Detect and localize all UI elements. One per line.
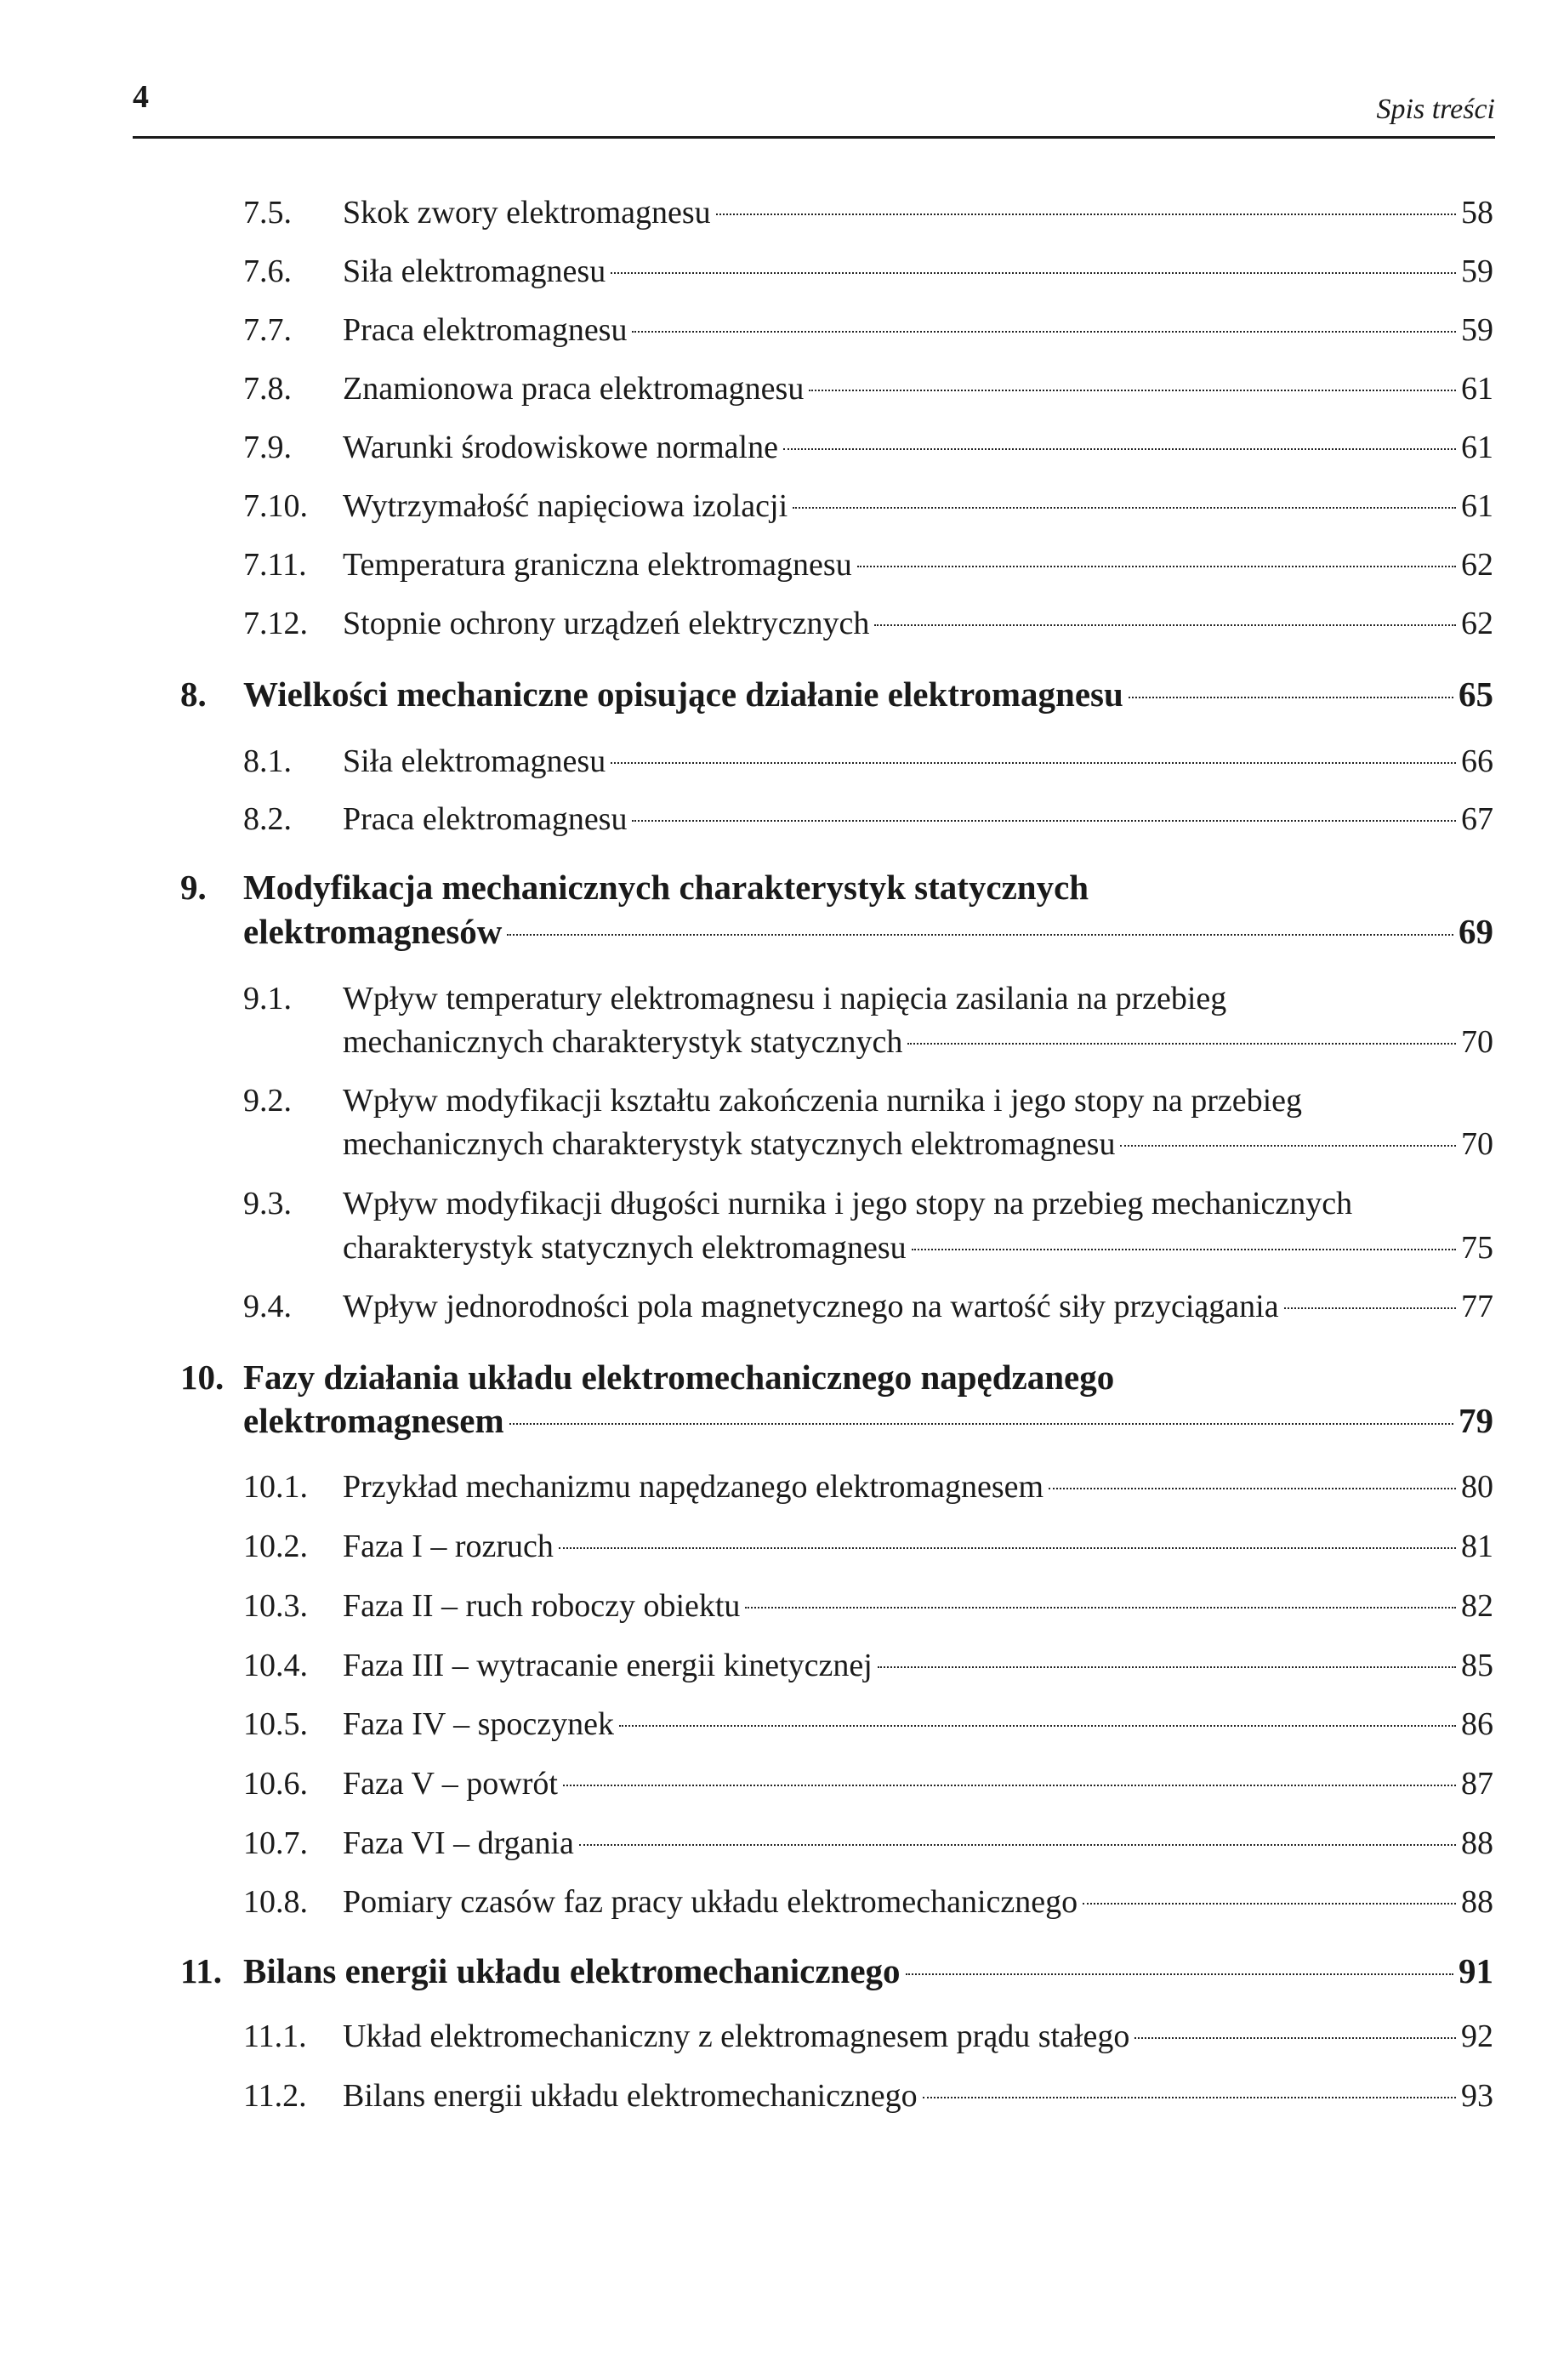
toc-entry [0,367,1541,411]
entry-page: 88 [1461,1884,1493,1920]
entry-title: Wpływ jednorodności pola magnetycznego na wartość siły przyciągania [343,1289,1279,1324]
entry-title: Faza II – ruch roboczy obiektu [343,1588,741,1624]
entry-title: Układ elektromechaniczny z elektromagnesem prądu stałego [343,2018,1130,2054]
toc-entry [0,249,1541,293]
entry-page: 88 [1461,1825,1493,1861]
toc-entry [0,1762,1541,1806]
entry-number: 7.6. [243,253,292,289]
toc-entry-continuation [0,1226,1541,1270]
entry-number: 10.1. [243,1469,308,1505]
dot-leader [857,566,1456,567]
entry-number: 7.11. [243,547,307,583]
toc-entry [0,1524,1541,1569]
entry-title: Faza I – rozruch [343,1529,554,1564]
toc-entry [0,739,1541,783]
entry-number: 10.8. [243,1884,308,1920]
dot-leader [1049,1488,1456,1489]
dot-leader [912,1249,1456,1250]
chapter-title: Wielkości mechaniczne opisujące działanie elektromagnesu [243,675,1123,714]
entry-title: Siła elektromagnesu [343,253,606,289]
dot-leader [1120,1145,1456,1147]
dot-leader [619,1725,1456,1727]
dot-leader [878,1666,1456,1668]
entry-number: 11.1. [243,2018,307,2054]
dot-leader [874,624,1456,626]
toc-entry [0,425,1541,470]
entry-page: 82 [1461,1588,1493,1624]
entry-title: Skok zwory elektromagnesu [343,195,711,231]
entry-number: 10.5. [243,1706,308,1742]
toc-chapter-continuation [0,909,1541,954]
entry-page: 70 [1461,1024,1493,1060]
entry-page: 59 [1461,253,1493,289]
dot-leader [907,1043,1456,1045]
toc-entry [0,1079,1541,1123]
dot-leader [716,214,1456,215]
dot-leader [611,272,1456,274]
toc-chapter [0,1355,1541,1399]
entry-page: 80 [1461,1469,1493,1505]
entry-page: 61 [1461,430,1493,465]
dot-leader [745,1607,1456,1608]
chapter-title-line-2: elektromagnesem [243,1401,504,1440]
entry-title-line-2: mechanicznych charakterystyk statycznych elektromagnesu [343,1126,1116,1162]
toc-entry [0,1284,1541,1329]
entry-page: 61 [1461,488,1493,524]
chapter-number: 9. [180,868,207,907]
toc-entry [0,484,1541,528]
entry-number: 10.4. [243,1648,308,1683]
dot-leader [1129,697,1453,698]
dot-leader [611,762,1456,764]
dot-leader [783,448,1456,450]
entry-number: 9.1. [243,981,292,1016]
entry-page: 93 [1461,2078,1493,2114]
entry-number: 7.8. [243,371,292,407]
dot-leader [632,820,1456,822]
entry-page: 92 [1461,2018,1493,2054]
dot-leader [579,1844,1456,1846]
toc-entry [0,1821,1541,1865]
toc-entry [0,1643,1541,1688]
entry-page: 59 [1461,312,1493,348]
chapter-page: 65 [1459,675,1493,714]
entry-number: 7.9. [243,430,292,465]
toc-entry [0,1880,1541,1924]
entry-title-line-2: mechanicznych charakterystyk statycznych [343,1024,903,1060]
entry-title-line-1: Wpływ modyfikacji kształtu zakończenia nurnika i jego stopy na przebieg [343,1083,1303,1119]
toc-entry [0,1702,1541,1746]
entry-number: 10.3. [243,1588,308,1624]
toc-entry [0,976,1541,1021]
toc-chapter [0,672,1541,716]
chapter-number: 8. [180,675,207,714]
entry-number: 7.5. [243,195,292,231]
entry-page: 87 [1461,1766,1493,1802]
entry-page: 66 [1461,743,1493,779]
entry-title-line-1: Wpływ temperatury elektromagnesu i napięcia zasilania na przebieg [343,981,1227,1016]
entry-title: Pomiary czasów faz pracy układu elektromechanicznego [343,1884,1078,1920]
toc-entry [0,543,1541,587]
entry-title: Faza VI – drgania [343,1825,574,1861]
page-number: 4 [133,79,149,115]
chapter-page: 79 [1459,1401,1493,1440]
entry-title: Faza V – powrót [343,1766,558,1802]
dot-leader [793,507,1456,509]
entry-page: 61 [1461,371,1493,407]
entry-page: 70 [1461,1126,1493,1162]
entry-title: Praca elektromagnesu [343,801,628,837]
entry-title: Temperatura graniczna elektromagnesu [343,547,852,583]
dot-leader [1083,1903,1456,1905]
entry-title: Stopnie ochrony urządzeń elektrycznych [343,606,870,641]
entry-page: 62 [1461,547,1493,583]
toc-entry [0,2014,1541,2058]
chapter-title: Bilans energii układu elektromechanicznego [243,1951,901,1990]
dot-leader [563,1785,1456,1786]
entry-title: Siła elektromagnesu [343,743,606,779]
entry-number: 10.2. [243,1529,308,1564]
entry-number: 9.3. [243,1186,292,1221]
toc-chapter-continuation [0,1398,1541,1443]
entry-title: Faza IV – spoczynek [343,1706,615,1742]
toc-entry [0,1584,1541,1628]
entry-number: 7.10. [243,488,308,524]
entry-title: Znamionowa praca elektromagnesu [343,371,805,407]
dot-leader [559,1547,1456,1549]
toc-entry-continuation [0,1122,1541,1166]
chapter-page: 91 [1459,1951,1493,1990]
dot-leader [1134,2037,1456,2039]
chapter-number: 10. [180,1358,225,1397]
toc-entry-continuation [0,1020,1541,1064]
toc-entry [0,1181,1541,1226]
entry-page: 67 [1461,801,1493,837]
toc-entry [0,308,1541,352]
entry-page: 75 [1461,1230,1493,1266]
chapter-number: 11. [180,1951,222,1990]
toc-chapter [0,865,1541,909]
entry-number: 10.7. [243,1825,308,1861]
entry-page: 58 [1461,195,1493,231]
chapter-page: 69 [1459,912,1493,951]
dot-leader [507,934,1453,936]
entry-title: Warunki środowiskowe normalne [343,430,778,465]
entry-number: 7.7. [243,312,292,348]
entry-title: Bilans energii układu elektromechanicznego [343,2078,918,2114]
entry-title: Praca elektromagnesu [343,312,628,348]
dot-leader [509,1423,1453,1425]
dot-leader [906,1973,1453,1975]
chapter-title-line-1: Fazy działania układu elektromechanicznego napędzanego [243,1358,1115,1397]
entry-number: 9.2. [243,1083,292,1119]
entry-title: Faza III – wytracanie energii kinetycznej [343,1648,873,1683]
entry-page: 77 [1461,1289,1493,1324]
entry-title-line-2: charakterystyk statycznych elektromagnesu [343,1230,907,1266]
dot-leader [923,2097,1456,2098]
entry-number: 11.2. [243,2078,307,2114]
entry-page: 62 [1461,606,1493,641]
entry-page: 81 [1461,1529,1493,1564]
chapter-title-line-2: elektromagnesów [243,912,503,951]
dot-leader [1284,1307,1456,1309]
toc-chapter [0,1949,1541,1993]
dot-leader [632,331,1456,333]
toc-entry [0,1465,1541,1509]
entry-number: 7.12. [243,606,308,641]
chapter-title-line-1: Modyfikacja mechanicznych charakterystyk statycznych [243,868,1089,907]
entry-title: Przykład mechanizmu napędzanego elektromagnesem [343,1469,1044,1505]
entry-page: 85 [1461,1648,1493,1683]
toc-entry [0,797,1541,841]
toc-entry [0,191,1541,235]
toc-entry [0,601,1541,646]
entry-number: 8.2. [243,801,292,837]
toc-entry [0,2074,1541,2118]
running-title: Spis treści [1376,94,1495,125]
entry-title: Wytrzymałość napięciowa izolacji [343,488,788,524]
entry-title-line-1: Wpływ modyfikacji długości nurnika i jego stopy na przebieg mechanicznych [343,1186,1353,1221]
entry-number: 10.6. [243,1766,308,1802]
dot-leader [809,390,1456,391]
entry-number: 9.4. [243,1289,292,1324]
entry-page: 86 [1461,1706,1493,1742]
entry-number: 8.1. [243,743,292,779]
